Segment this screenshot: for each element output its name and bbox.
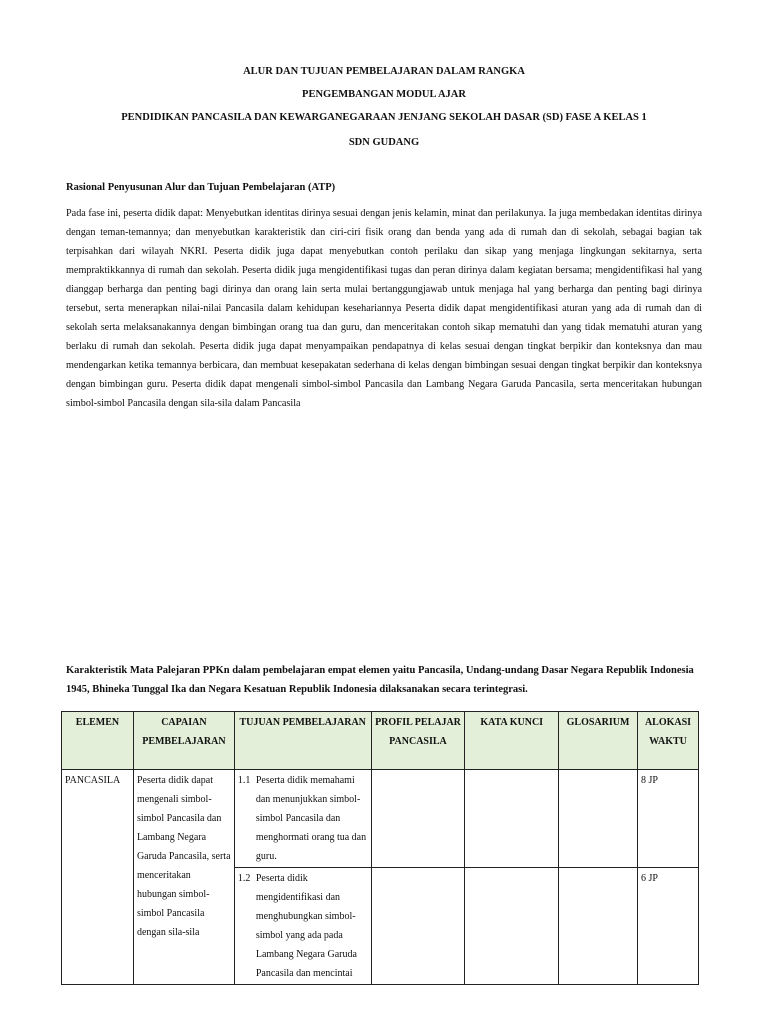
cell-profil-2 xyxy=(371,868,465,985)
cell-profil-1 xyxy=(371,770,465,868)
doc-title-school: SDN GUDANG xyxy=(348,137,420,148)
atp-table xyxy=(61,711,699,985)
doc-title-line-1: ALUR DAN TUJUAN PEMBELAJARAN DALAM RANGKA xyxy=(243,66,525,77)
header-elemen: ELEMEN xyxy=(62,712,134,770)
cell-elemen: PANCASILA xyxy=(62,770,134,985)
tp-text: Peserta didik mengidentifikasi dan menghubungkan simbol-simbol yang ada pada Lambang Negara Garuda Pancasila dan mencintai xyxy=(255,873,357,979)
table-header-row xyxy=(62,712,699,770)
cell-capaian: Peserta didik dapat mengenali simbol-simbol Pancasila dan Lambang Negara Garuda Pancasila, serta menceritakan hubungan simbol-simbol Pancasila dengan sila-sila xyxy=(133,770,234,985)
tp-number: 1.2 xyxy=(237,873,251,884)
doc-title-line-2: PENGEMBANGAN MODUL AJAR xyxy=(302,89,466,100)
rasional-paragraph: Pada fase ini, peserta didik dapat: Menyebutkan identitas dirinya sesuai dengan jenis kelamin, minat dan perilakunya. Ia juga membedakan identitas dirinya dengan teman-temannya; dan menyebutkan karakteristik dan ciri-ciri fisik orang dan benda yang ada di rumah dan di sekolah, sebagai bagian tak terpisahkan dari wilayah NKRI. Peserta didik juga dapat menyebutkan contoh perilaku dan sikap yang menjaga lingkungan sekitarnya, serta mempraktikkannya di rumah dan sekolah. Peserta didik juga mengidentifikasi tugas dan peran dirinya dalam kegiatan bersama; mengidentifikasi hal yang dianggap berharga dan penting bagi dirinya dan orang lain serta mulai bertanggungjawab untuk menjaga hal yang berharga dan penting bagi dirinya tersebut, serta menerapkan nilai-nilai Pancasila dalam kehidupan kesehariannya Peserta didik dapat mengidentifikasi aturan yang ada di rumah dan di sekolah serta melaksanakannya dengan bimbingan orang tua dan guru, dan menceritakan contoh sikap mematuhi dan yang tidak mematuhi aturan yang berlaku di rumah dan sekolah. Peserta didik juga dapat menyampaikan pendapatnya di kelas sesuai dengan tingkat berpikir dan konteksnya dan mau mendengarkan ketika temannya berbicara, dan membuat kesepakatan sederhana di kelas dengan bimbingan sesuai dengan tingkat berpikir dan konteksnya dengan bimbingan guru. Peserta didik dapat mengenali simbol-simbol Pancasila dan Lambang Negara Garuda Pancasila, serta menceritakan hubungan simbol-simbol Pancasila dengan sila-sila dalam Pancasila xyxy=(66,208,702,409)
cell-kata-kunci-2 xyxy=(465,868,559,985)
cell-tujuan-2 xyxy=(234,868,371,985)
table-row xyxy=(62,770,699,868)
tp-number: 1.1 xyxy=(237,775,251,786)
header-capaian: CAPAIAN PEMBELAJARAN xyxy=(133,712,234,770)
doc-title-line-3: PENDIDIKAN PANCASILA DAN KEWARGANEGARAAN JENJANG SEKOLAH DASAR (SD) FASE A KELAS 1 xyxy=(121,112,647,123)
cell-glosarium-2 xyxy=(559,868,638,985)
karakteristik-paragraph: Karakteristik Mata Palejaran PPKn dalam pembelajaran empat elemen yaitu Pancasila, Undang-undang Dasar Negara Republik Indonesia 1945, Bhineka Tunggal Ika dan Negara Kesatuan Republik Indonesia dilaksanakan secara terintegrasi. xyxy=(66,665,694,695)
header-glosarium: GLOSARIUM xyxy=(559,712,638,770)
header-alokasi: ALOKASI WAKTU xyxy=(638,712,699,770)
cell-kata-kunci-1 xyxy=(465,770,559,868)
rasional-heading: Rasional Penyusunan Alur dan Tujuan Pembelajaran (ATP) xyxy=(66,182,336,193)
header-profil: PROFIL PELAJAR PANCASILA xyxy=(371,712,465,770)
header-tujuan: TUJUAN PEMBELAJARAN xyxy=(234,712,371,770)
cell-tujuan-1 xyxy=(234,770,371,868)
cell-alokasi-2: 6 JP xyxy=(638,868,699,985)
header-kata-kunci: KATA KUNCI xyxy=(465,712,559,770)
cell-alokasi-1: 8 JP xyxy=(638,770,699,868)
cell-glosarium-1 xyxy=(559,770,638,868)
tp-text: Peserta didik memahami dan menunjukkan simbol-simbol Pancasila dan menghormati orang tua dan guru. xyxy=(255,775,367,862)
